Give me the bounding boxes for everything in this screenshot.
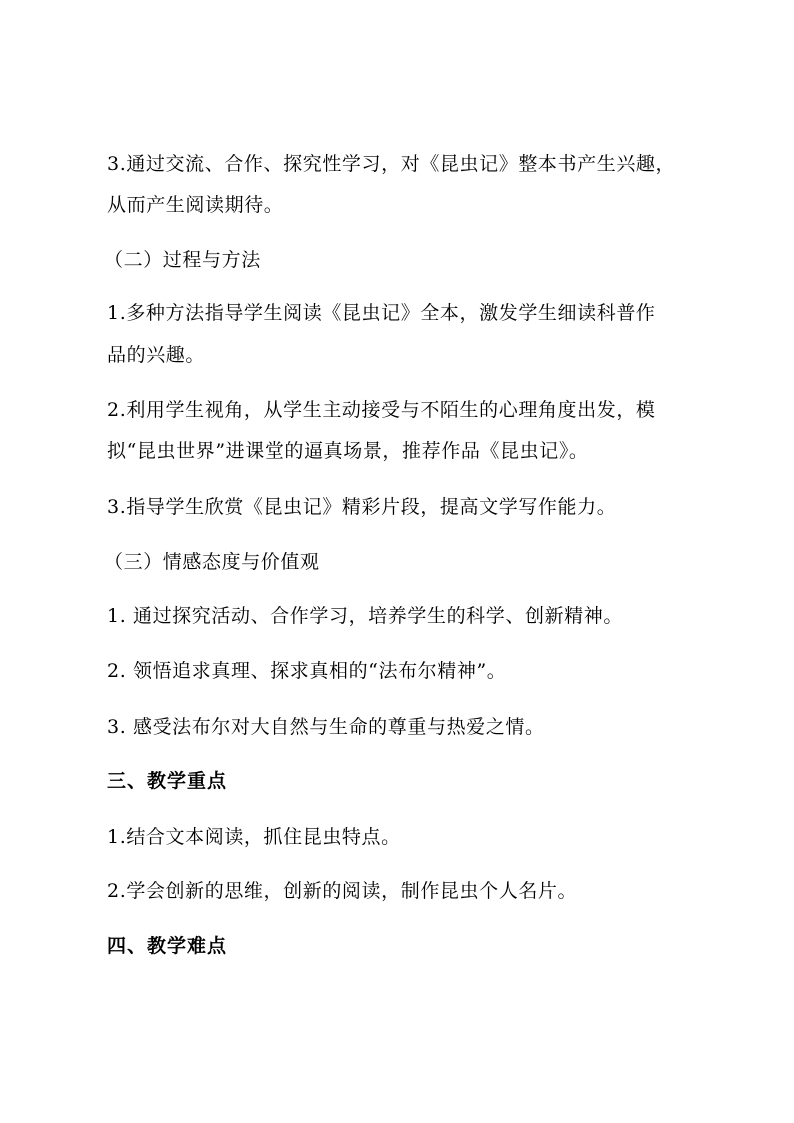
paragraph-line: 从而产生阅读期待。	[107, 194, 284, 216]
subsection-heading: （三）情感态度与价值观	[104, 551, 320, 573]
paragraph-line: 1.结合文本阅读，抓住昆虫特点。	[107, 826, 401, 848]
paragraph-line: 3.指导学生欣赏《昆虫记》精彩片段，提高文学写作能力。	[107, 496, 617, 518]
paragraph-line: 品的兴趣。	[107, 344, 206, 366]
paragraph-line: 1.多种方法指导学生阅读《昆虫记》全本，激发学生细读科普作	[107, 302, 656, 324]
paragraph-line: 2. 领悟追求真理、探求真相的“法布尔精神”。	[107, 660, 507, 682]
paragraph-line: 3. 感受法布尔对大自然与生命的尊重与热爱之情。	[107, 716, 545, 738]
paragraph-line: 3.通过交流、合作、探究性学习，对《昆虫记》整本书产生兴趣，	[107, 153, 676, 175]
section-heading: 四、教学难点	[107, 935, 228, 957]
paragraph-line: 1. 通过探究活动、合作学习，培养学生的科学、创新精神。	[107, 605, 623, 627]
paragraph-line: 2.学会创新的思维，创新的阅读，制作昆虫个人名片。	[107, 880, 578, 902]
subsection-heading: （二）过程与方法	[104, 249, 261, 271]
section-heading: 三、教学重点	[107, 770, 228, 792]
paragraph-line: 2.利用学生视角，从学生主动接受与不陌生的心理角度出发，模	[107, 399, 656, 421]
paragraph-line: 拟“昆虫世界”进课堂的逼真场景，推荐作品《昆虫记》。	[107, 440, 589, 462]
